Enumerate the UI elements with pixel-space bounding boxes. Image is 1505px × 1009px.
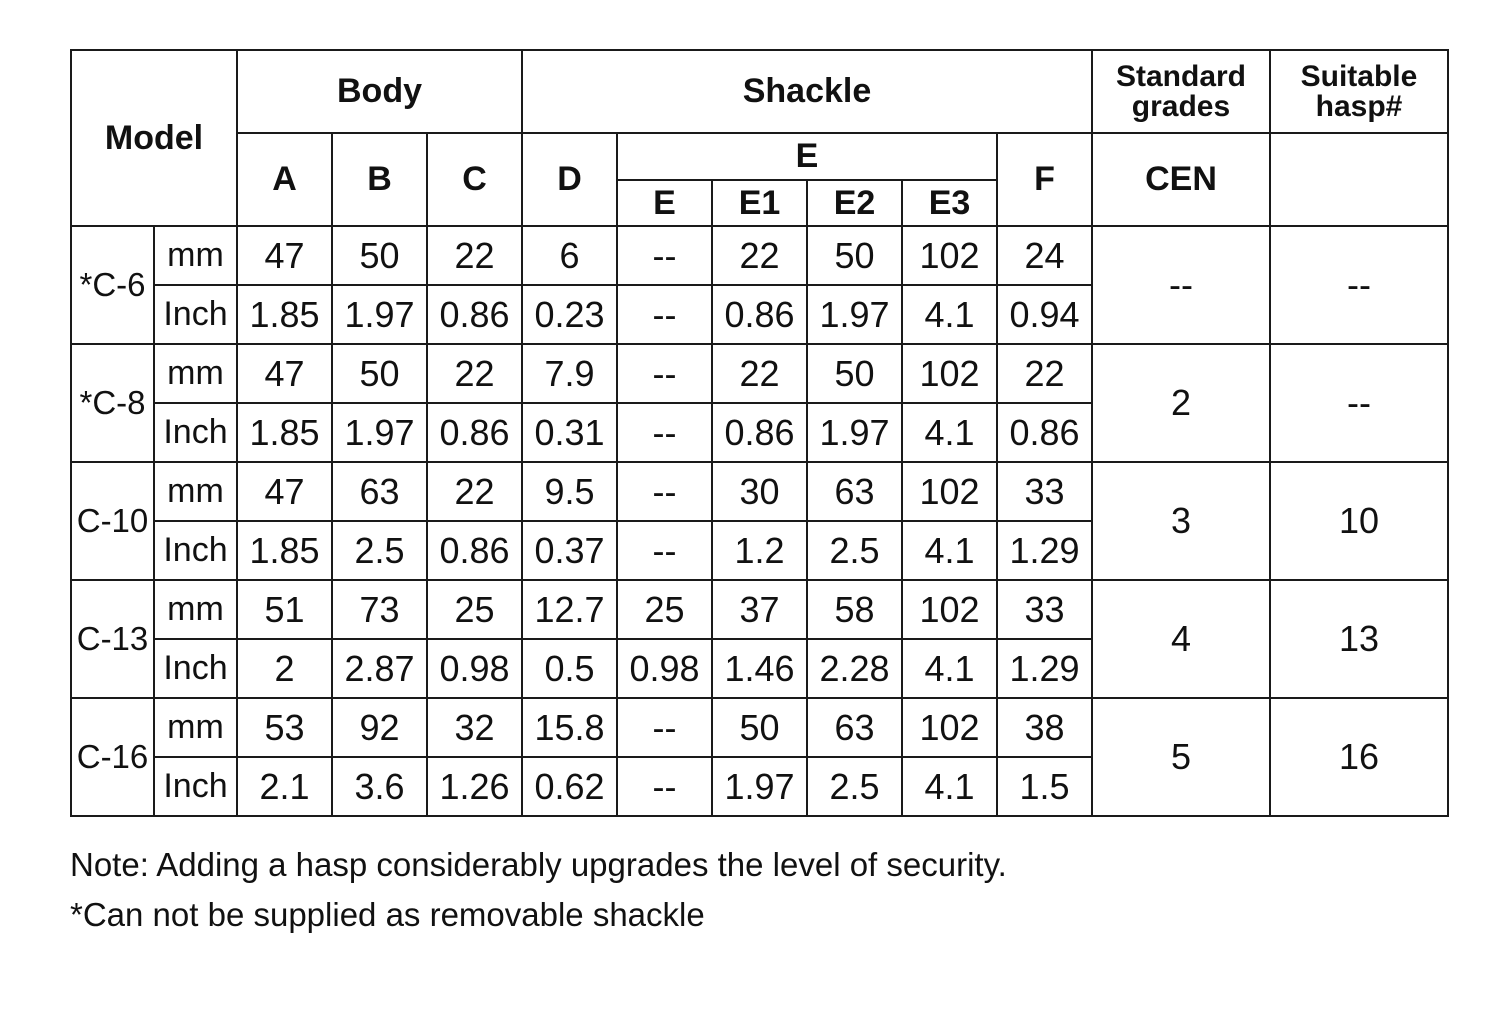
model-cell: *C-6 [71,226,154,344]
value-cell: 102 [902,698,997,757]
cen-cell: 5 [1092,698,1270,816]
unit-cell: mm [154,580,237,639]
value-cell: 0.23 [522,285,617,344]
value-cell: -- [617,521,712,580]
hasp-cell: 13 [1270,580,1448,698]
value-cell: 32 [427,698,522,757]
value-cell: 1.29 [997,639,1092,698]
value-cell: 1.97 [712,757,807,816]
value-cell: 22 [997,344,1092,403]
hasp-cell: 10 [1270,462,1448,580]
value-cell: 1.46 [712,639,807,698]
value-cell: 73 [332,580,427,639]
value-cell: 0.86 [427,521,522,580]
value-cell: 0.62 [522,757,617,816]
value-cell: 3.6 [332,757,427,816]
value-cell: 0.37 [522,521,617,580]
value-cell: 22 [712,344,807,403]
value-cell: 1.97 [332,285,427,344]
value-cell: 47 [237,226,332,285]
value-cell: 1.29 [997,521,1092,580]
table-row [71,462,1448,521]
value-cell: 4.1 [902,403,997,462]
model-cell: C-16 [71,698,154,816]
cen-cell: -- [1092,226,1270,344]
value-cell: 37 [712,580,807,639]
value-cell: 0.98 [617,639,712,698]
value-cell: 9.5 [522,462,617,521]
table-row [71,580,1448,639]
value-cell: 92 [332,698,427,757]
col-c-header: C [427,133,522,226]
value-cell: 4.1 [902,285,997,344]
shackle-header: Shackle [522,50,1092,133]
value-cell: 1.5 [997,757,1092,816]
table-row [71,344,1448,403]
value-cell: 1.85 [237,521,332,580]
hasp-cell: -- [1270,344,1448,462]
value-cell: 4.1 [902,639,997,698]
value-cell: 1.97 [332,403,427,462]
unit-cell: Inch [154,521,237,580]
cen-cell: 2 [1092,344,1270,462]
value-cell: 22 [427,344,522,403]
value-cell: -- [617,285,712,344]
unit-cell: mm [154,462,237,521]
col-e3-header: E3 [902,180,997,226]
value-cell: 50 [807,344,902,403]
unit-cell: Inch [154,403,237,462]
value-cell: 15.8 [522,698,617,757]
value-cell: 102 [902,344,997,403]
value-cell: 0.86 [712,403,807,462]
model-header: Model [71,50,237,226]
col-e2-header: E2 [807,180,902,226]
body-header: Body [237,50,522,133]
value-cell: 0.98 [427,639,522,698]
value-cell: -- [617,698,712,757]
value-cell: 12.7 [522,580,617,639]
value-cell: -- [617,226,712,285]
value-cell: 22 [712,226,807,285]
value-cell: 63 [807,698,902,757]
col-a-header: A [237,133,332,226]
value-cell: 102 [902,462,997,521]
value-cell: 63 [807,462,902,521]
value-cell: 33 [997,462,1092,521]
cen-cell: 3 [1092,462,1270,580]
value-cell: -- [617,403,712,462]
unit-cell: Inch [154,285,237,344]
col-e-header: E [617,180,712,226]
value-cell: 6 [522,226,617,285]
value-cell: 0.86 [712,285,807,344]
col-e1-header: E1 [712,180,807,226]
value-cell: 102 [902,580,997,639]
note-hasp: Note: Adding a hasp considerably upgrades the level of security. [70,846,1007,883]
value-cell: 1.26 [427,757,522,816]
note-removable-shackle: *Can not be supplied as removable shackle [70,896,705,933]
col-b-header: B [332,133,427,226]
value-cell: 58 [807,580,902,639]
value-cell: 38 [997,698,1092,757]
value-cell: 47 [237,344,332,403]
unit-cell: mm [154,226,237,285]
hasp-empty-header [1270,133,1448,226]
value-cell: -- [617,344,712,403]
hasp-cell: 16 [1270,698,1448,816]
value-cell: 1.97 [807,285,902,344]
unit-cell: Inch [154,639,237,698]
value-cell: 1.2 [712,521,807,580]
value-cell: 2 [237,639,332,698]
value-cell: 0.86 [427,403,522,462]
unit-cell: mm [154,344,237,403]
unit-cell: mm [154,698,237,757]
value-cell: 1.85 [237,285,332,344]
value-cell: 4.1 [902,521,997,580]
value-cell: 2.28 [807,639,902,698]
notes [70,840,1007,940]
value-cell: 2.5 [807,521,902,580]
value-cell: 4.1 [902,757,997,816]
hasp-cell: -- [1270,226,1448,344]
value-cell: 102 [902,226,997,285]
value-cell: 0.86 [427,285,522,344]
model-cell: C-10 [71,462,154,580]
value-cell: 50 [332,344,427,403]
model-cell: *C-8 [71,344,154,462]
value-cell: 53 [237,698,332,757]
value-cell: 24 [997,226,1092,285]
table-row [71,226,1448,285]
padlock-spec-table [70,49,1449,817]
table-row [71,698,1448,757]
value-cell: 7.9 [522,344,617,403]
value-cell: 50 [807,226,902,285]
value-cell: 51 [237,580,332,639]
value-cell: 25 [427,580,522,639]
value-cell: 2.87 [332,639,427,698]
unit-cell: Inch [154,757,237,816]
value-cell: 2.5 [332,521,427,580]
cen-cell: 4 [1092,580,1270,698]
value-cell: 2.1 [237,757,332,816]
col-d-header: D [522,133,617,226]
value-cell: 0.94 [997,285,1092,344]
value-cell: 25 [617,580,712,639]
value-cell: 63 [332,462,427,521]
value-cell: 30 [712,462,807,521]
value-cell: 50 [332,226,427,285]
value-cell: 33 [997,580,1092,639]
value-cell: 0.31 [522,403,617,462]
value-cell: 2.5 [807,757,902,816]
cen-header: CEN [1092,133,1270,226]
suitable-hasp-header: Suitable hasp# [1270,50,1448,133]
value-cell: 22 [427,226,522,285]
col-f-header: F [997,133,1092,226]
value-cell: 0.86 [997,403,1092,462]
value-cell: 1.97 [807,403,902,462]
standard-grades-header: Standard grades [1092,50,1270,133]
value-cell: 0.5 [522,639,617,698]
model-cell: C-13 [71,580,154,698]
value-cell: 22 [427,462,522,521]
value-cell: 47 [237,462,332,521]
value-cell: 50 [712,698,807,757]
value-cell: -- [617,462,712,521]
col-e-group-header: E [617,133,997,180]
value-cell: 1.85 [237,403,332,462]
value-cell: -- [617,757,712,816]
